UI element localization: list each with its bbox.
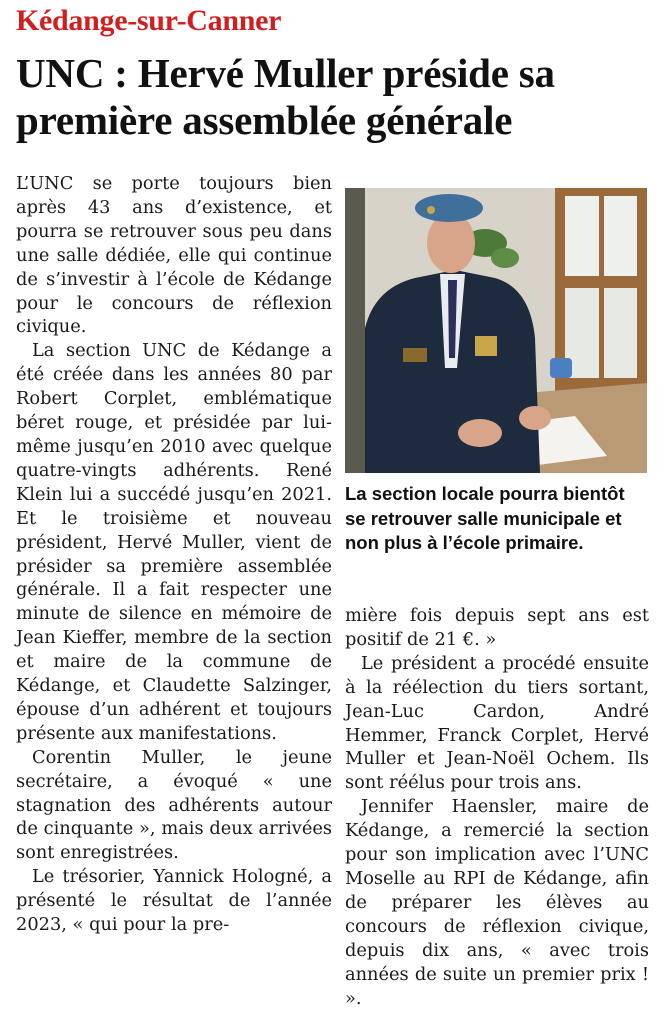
article-paragraph: Corentin Muller, le jeune secrétaire, a évoqué « une stagnation des adhérents autour de cinquante », mais deux arrivées sont enregistrées. xyxy=(16,746,332,864)
article-column-left xyxy=(16,172,332,937)
article-paragraph: Jennifer Haensler, maire de Kédange, a remercié la section pour son implication avec l’UNC Moselle au RPI de Kédange, afin de préparer les élèves au concours de réflexion civique, depuis dix ans, « avec trois années de suite un premier prix ! ». xyxy=(345,796,649,1009)
photo-caption: La section locale pourra bientôt se retrouver salle municipale et non plus à l’école primaire. xyxy=(345,483,625,553)
article-paragraph: Le président a procédé ensuite à la réélection du tiers sortant, Jean-Luc Cardon, André Hemmer, Franck Corplet, Hervé Muller et Jean-Noël Ochem. Ils sont réélus pour trois ans. xyxy=(345,652,649,794)
article-paragraph: L’UNC se porte toujours bien après 43 ans d’existence, et pourra se retrouver sous peu dans une salle dédiée, elle qui continue de s’investir à l’école de Kédange pour le concours de réflexion civique. xyxy=(16,173,332,338)
article-kicker: Kédange-sur-Canner xyxy=(16,4,282,37)
article-photo xyxy=(345,188,647,473)
article-paragraph: mière fois depuis sept ans est positif de 21 €. » xyxy=(345,605,649,650)
article-column-right xyxy=(345,604,649,1010)
article-headline: UNC : Hervé Muller préside sa première assemblée générale xyxy=(16,50,555,143)
article-paragraph: La section UNC de Kédange a été créée dans les années 80 par Robert Corplet, emblématique béret rouge, et présidée par lui-même jusqu’en 2010 avec quelque quatre-vingts adhérents. René Klein lui a succédé jusqu’en 2021. Et le troisième et nouveau président, Hervé Muller, vient de présider sa première assemblée générale. Il a fait respecter une minute de silence en mémoire de Jean Kieffer, membre de la section et maire de la commune de Kédange, et Claudette Salzinger, épouse d’un adhérent et toujours présente aux manifestations. xyxy=(16,340,332,744)
article-paragraph: Le trésorier, Yannick Hologné, a présenté le résultat de l’année 2023, « qui pour la pre- xyxy=(16,866,332,936)
photo-jar xyxy=(550,358,572,378)
photo-wall-shade xyxy=(345,188,365,473)
